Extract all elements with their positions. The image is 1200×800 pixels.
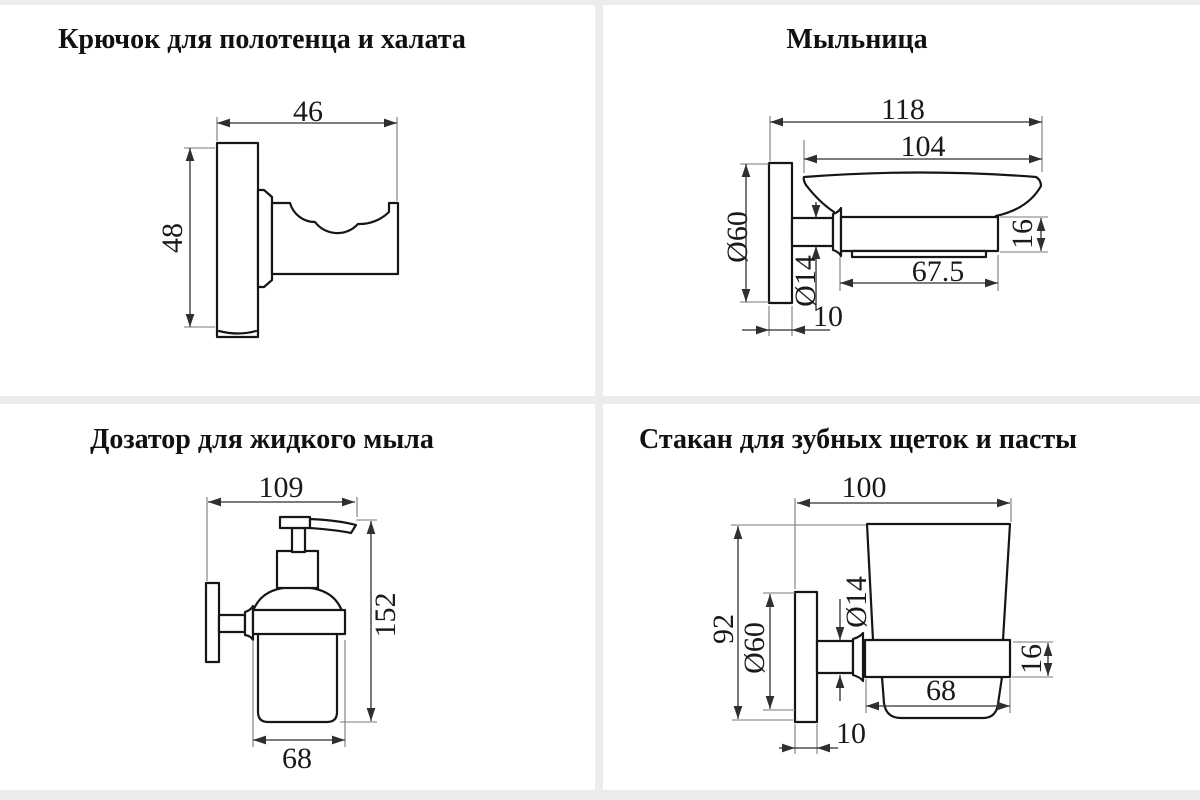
wall-plate [217, 143, 258, 337]
dim-label-holder-height: 16 [1014, 644, 1048, 674]
drawing-title: Стакан для зубных щеток и пасты [639, 424, 1077, 455]
wall-plate [795, 592, 817, 722]
bottom-border [0, 790, 1200, 800]
dim-label-holder-length: 67.5 [911, 255, 965, 288]
cone-joint [853, 633, 863, 681]
dim-label-plate-thickness: 10 [836, 717, 866, 750]
dim-label-dish-length: 104 [900, 130, 946, 163]
holder-ring [865, 640, 1010, 677]
mounting-stem [219, 615, 245, 632]
hook-arm [272, 203, 398, 274]
mounting-stem [792, 218, 833, 246]
dim-label-total-depth: 100 [841, 471, 887, 504]
glass-bottle [258, 634, 337, 722]
wall-plate [206, 583, 219, 662]
holder-ring [841, 217, 998, 251]
soap-dish-drawing [600, 0, 1200, 400]
glass-cup-upper [867, 524, 1010, 640]
dim-label-total-height: 152 [368, 592, 402, 638]
pump-spout [310, 519, 356, 533]
horizontal-divider [0, 396, 1200, 404]
hook-side-view [217, 143, 398, 337]
soap-dispenser-drawing [0, 400, 600, 800]
drawing-title: Крючок для полотенца и халата [58, 24, 466, 55]
holder-ring [253, 610, 345, 634]
dim-label-plate-thickness: 10 [813, 300, 843, 333]
dim-label-total-depth: 118 [881, 93, 925, 126]
dim-label-holder-width: 68 [926, 674, 956, 707]
dim-label-total-height: 92 [706, 614, 740, 644]
dim-label-plate-diameter: Ø60 [737, 622, 771, 674]
tumbler-side-view [795, 524, 1010, 722]
dim-label-stem-diameter: Ø14 [839, 576, 873, 628]
dim-label-holder-height: 16 [1005, 219, 1039, 249]
drawing-title: Мыльница [786, 24, 928, 55]
tumbler-drawing [600, 400, 1200, 800]
flange [258, 190, 272, 287]
bottle-shoulder [253, 587, 342, 611]
dish-underside [806, 185, 834, 212]
pump-stem [292, 528, 305, 552]
mounting-stem [817, 641, 853, 673]
dim-label-height: 48 [155, 223, 189, 253]
hook-drawing [0, 0, 600, 400]
dispenser-side-view [206, 517, 356, 722]
dim-label-depth: 46 [293, 95, 323, 128]
pump-head [280, 517, 310, 528]
cone-joint [833, 208, 841, 256]
drawing-title: Дозатор для жидкого мыла [90, 424, 434, 455]
dim-label-total-depth: 109 [258, 471, 304, 504]
cone-joint [245, 606, 253, 640]
pump-collar [277, 551, 318, 588]
dim-label-holder-diameter: 68 [282, 742, 312, 775]
dim-label-stem-diameter: Ø14 [788, 255, 822, 307]
dim-label-plate-diameter: Ø60 [720, 211, 754, 263]
